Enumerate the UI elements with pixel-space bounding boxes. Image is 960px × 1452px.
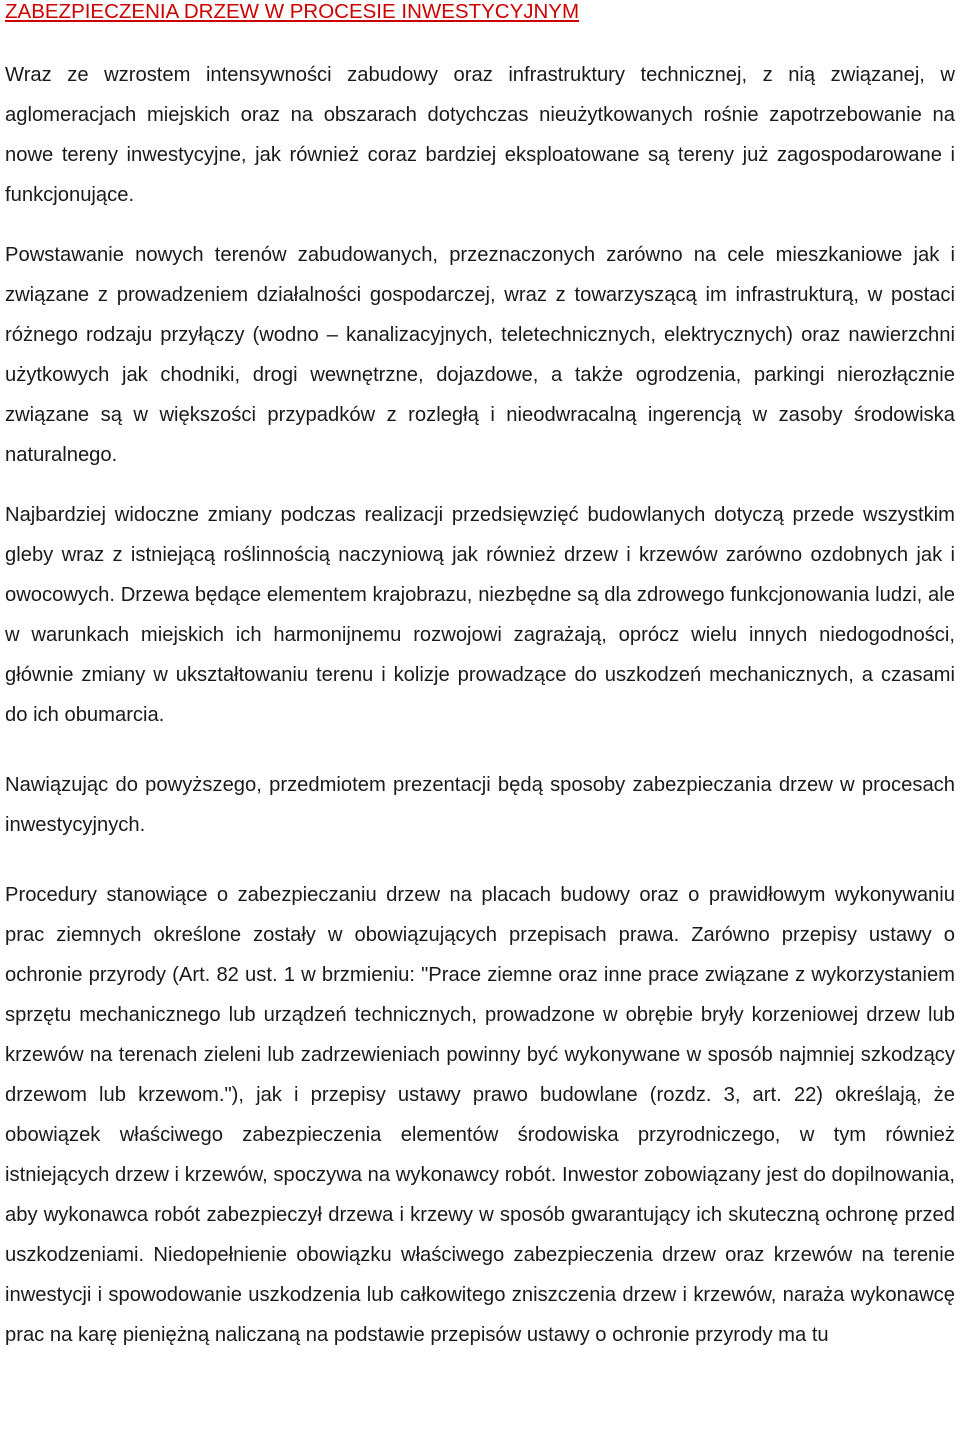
document-title: ZABEZPIECZENIA DRZEW W PROCESIE INWESTYCYJNYM [5,0,580,23]
paragraph-visible-changes: Najbardziej widoczne zmiany podczas realizacji przedsięwzięć budowlanych dotyczą przede wszystkim gleby wraz z istniejącą roślinnością naczyniową jak również drzew i krzewów zarówno ozdobnych jak i owocowych. Drzewa będące elementem krajobrazu, niezbędne są dla zdrowego funkcjonowania ludzi, ale w warunkach miejskich ich harmonijnemu rozwojowi zagrażają, oprócz wielu innych niedogodności, głównie zmiany w ukształtowaniu terenu i kolizje prowadzące do uszkodzeń mechanicznych, a czasami do ich obumarcia. [5,504,955,726]
paragraph-intro: Wraz ze wzrostem intensywności zabudowy oraz infrastruktury technicznej, z nią związanej, w aglomeracjach miejskich oraz na obszarach dotychczas nieużytkowanych rośnie zapotrzebowanie na nowe tereny inwestycyjne, jak również coraz bardziej eksploatowane są tereny już zagospodarowane i funkcjonujące. [5,64,955,206]
document-page [5,0,955,1355]
paragraph-legal-procedures: Procedury stanowiące o zabezpieczaniu drzew na placach budowy oraz o prawidłowym wykonywaniu prac ziemnych określone zostały w obowiązujących przepisach prawa. Zarówno przepisy ustawy o ochronie przyrody (Art. 82 ust. 1 w brzmieniu: "Prace ziemne oraz inne prace związane z wykorzystaniem sprzętu mechanicznego lub urządzeń technicznych, prowadzone w obrębie bryły korzeniowej drzew lub krzewów na terenach zieleni lub zadrzewieniach powinny być wykonywane w sposób najmniej szkodzący drzewom lub krzewom."), jak i przepisy ustawy prawo budowlane (rozdz. 3, art. 22) określają, że obowiązek właściwego zabezpieczenia elementów środowiska przyrodniczego, w tym również istniejących drzew i krzewów, spoczywa na wykonawcy robót. Inwestor zobowiązany jest do dopilnowania, aby wykonawca robót zabezpieczył drzewa i krzewy w sposób gwarantujący ich skuteczną ochronę przed uszkodzeniami. Niedopełnienie obowiązku właściwego zabezpieczenia drzew oraz krzewów na terenie inwestycji i spowodowanie uszkodzenia lub całkowitego zniszczenia drzew i krzewów, naraża wykonawcę prac na karę pieniężną naliczaną na podstawie przepisów ustawy o ochronie przyrody ma tu [5,884,955,1346]
paragraph-presentation-subject: Nawiązując do powyższego, przedmiotem prezentacji będą sposoby zabezpieczania drzew w procesach inwestycyjnych. [5,774,955,836]
paragraph-new-areas: Powstawanie nowych terenów zabudowanych, przeznaczonych zarówno na cele mieszkaniowe jak i związane z prowadzeniem działalności gospodarczej, wraz z towarzyszącą im infrastrukturą, w postaci różnego rodzaju przyłączy (wodno – kanalizacyjnych, teletechnicznych, elektrycznych) oraz nawierzchni użytkowych jak chodniki, drogi wewnętrzne, dojazdowe, a także ogrodzenia, parkingi nierozłącznie związane są w większości przypadków z rozległą i nieodwracalną ingerencją w zasoby środowiska naturalnego. [5,244,955,466]
